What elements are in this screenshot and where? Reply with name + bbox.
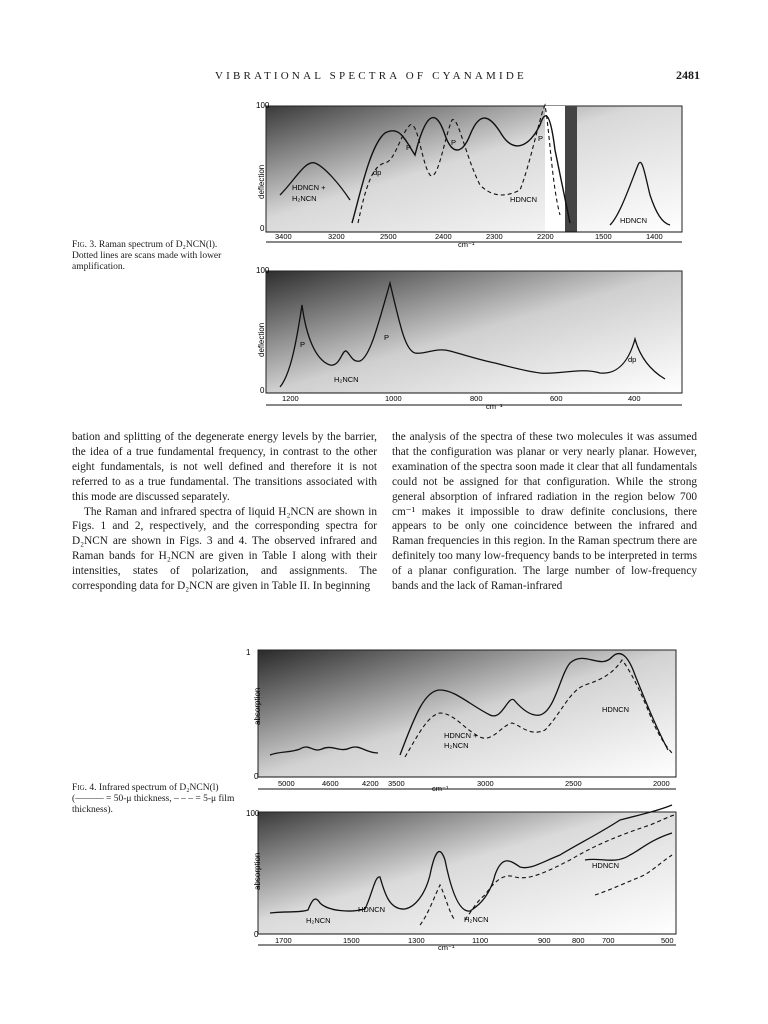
fig4-upper-tick: 2500 bbox=[565, 779, 582, 788]
fig3-caption bbox=[72, 240, 234, 273]
fig4-upper-ytop: 1 bbox=[246, 648, 251, 657]
fig4-lower-unit: cm⁻¹ bbox=[438, 943, 455, 952]
fig4-annotation: H₂NCN bbox=[464, 915, 489, 924]
fig4-upper-panel bbox=[246, 648, 676, 793]
fig4-upper-tick: 4200 bbox=[362, 779, 379, 788]
fig3-annotation: P bbox=[451, 138, 457, 147]
fig4-lower-tick: 1500 bbox=[343, 936, 360, 945]
fig3-lower-tick: 400 bbox=[628, 394, 641, 403]
fig3-annotation: dp bbox=[628, 355, 637, 364]
body-paragraph: bation and splitting of the degenerate energy levels by the barrier, the idea of a true fundamental frequency, in contrast to the other eight fundamentals, is not well defined and therefore it is not referred to as a true fundamental. The transitions associated with this mode are discussed separately. bbox=[72, 431, 377, 503]
fig3-lower-tick: 800 bbox=[470, 394, 483, 403]
fig3-upper-tick: 2400 bbox=[435, 232, 452, 241]
fig3-caption-label: Fig. 3. bbox=[72, 240, 97, 250]
fig4-caption-label: Fig. 4. bbox=[72, 783, 97, 793]
fig3-lower-unit: cm⁻¹ bbox=[486, 402, 503, 411]
fig3-lower-panel bbox=[256, 266, 682, 411]
fig3-annotation: HDNCN + bbox=[292, 183, 326, 192]
fig4-caption bbox=[72, 783, 237, 816]
fig4-upper-tick: 3500 bbox=[388, 779, 405, 788]
fig4-annotation: H₂NCN bbox=[444, 741, 469, 750]
running-title: VIBRATIONAL SPECTRA OF CYANAMIDE bbox=[215, 70, 527, 82]
fig4-lower-tick: 1300 bbox=[408, 936, 425, 945]
fig4-lower-tick: 1100 bbox=[472, 936, 489, 945]
fig3-upper-tick: 2300 bbox=[486, 232, 503, 241]
body-paragraph: The Raman and infrared spectra of liquid H₂NCN are shown in Figs. 1 and 2, respectively, and the corresponding spectra for D₂NCN are shown in Figs. 3 and 4. The observed infrared and Raman bands for H₂NCN are given in Table I along with their intensities, states of polarization, and assignments. The corresponding data for D₂NCN are given in Table II. In beginning bbox=[72, 505, 377, 593]
fig4-annotation: H₂NCN bbox=[306, 916, 331, 925]
fig3-upper-ytop: 100 bbox=[256, 101, 270, 110]
fig4-upper-tick: 2000 bbox=[653, 779, 670, 788]
fig3-caption-text: Raman spectrum of D₂NCN(l). Dotted lines are scans made with lower amplification. bbox=[72, 240, 222, 272]
fig3-annotation: dp bbox=[373, 168, 382, 177]
fig3-annotation: P bbox=[406, 143, 412, 152]
fig4-upper-unit: cm⁻¹ bbox=[432, 784, 449, 793]
fig4-lower-panel bbox=[246, 805, 676, 952]
fig4-lower-ytop: 100 bbox=[246, 809, 260, 818]
fig3-upper-tick: 2500 bbox=[380, 232, 397, 241]
fig4-annotation: HDNCN bbox=[592, 861, 620, 870]
fig4-lower-ybottom: 0 bbox=[254, 930, 259, 939]
fig3-upper-tick: 3400 bbox=[275, 232, 292, 241]
fig4-annotation: HDNCN bbox=[602, 705, 630, 714]
fig3-upper-tick: 3200 bbox=[328, 232, 345, 241]
fig4-caption-text: Infrared spectrum of D₂NCN(l) (——— = 50-μ thickness, – – – = 5-μ film thickness). bbox=[72, 783, 235, 815]
fig3-upper-ybottom: 0 bbox=[260, 224, 265, 233]
fig3-annotation: H₂NCN bbox=[334, 375, 359, 384]
fig4-lower-tick: 500 bbox=[661, 936, 674, 945]
fig3-lower-ylabel: deflection bbox=[257, 322, 266, 357]
fig4-annotation: HDNCN + bbox=[444, 731, 478, 740]
left-column bbox=[72, 430, 377, 594]
fig4-lower-tick: 1700 bbox=[275, 936, 292, 945]
figure-4 bbox=[240, 645, 690, 955]
fig4-lower-tick: 800 bbox=[572, 936, 585, 945]
fig3-upper-panel bbox=[256, 101, 682, 249]
fig4-upper-tick: 3000 bbox=[477, 779, 494, 788]
fig3-upper-tick: 1500 bbox=[595, 232, 612, 241]
fig3-lower-tick: 1200 bbox=[282, 394, 299, 403]
fig3-annotation: HDNCN bbox=[620, 216, 648, 225]
body-paragraph: the analysis of the spectra of these two molecules it was assumed that the configuration was planar or very nearly planar. However, examination of the spectra soon made it clear that all fundamentals could not be assigned for that configuration. While the strong general absorption of infrared radiation in the region below 700 cm⁻¹ makes it impossible to draw definite conclusions, there appears to be only one coincidence between the infrared and Raman frequencies in this region. In the Raman spectrum there are definitely too many low-frequency bands to be interpreted in terms of a planar configuration. The large number of low-frequency bands and the lack of Raman-infrared bbox=[392, 431, 697, 593]
fig4-annotation: HDNCN bbox=[358, 905, 386, 914]
fig4-upper-tick: 4600 bbox=[322, 779, 339, 788]
figure-3 bbox=[240, 95, 690, 415]
fig3-lower-tick: 1000 bbox=[385, 394, 402, 403]
fig3-annotation: H₂NCN bbox=[292, 194, 317, 203]
fig3-lower-ytop: 100 bbox=[256, 266, 270, 275]
fig3-upper-unit: cm⁻¹ bbox=[458, 240, 475, 249]
fig4-upper-ylabel: absorption bbox=[253, 687, 262, 725]
fig3-annotation: P bbox=[384, 333, 390, 342]
fig4-lower-tick: 700 bbox=[602, 936, 615, 945]
fig3-annotation: P bbox=[538, 134, 544, 143]
fig3-annotation: HDNCN bbox=[510, 195, 538, 204]
fig3-upper-tick: 2200 bbox=[537, 232, 554, 241]
fig4-upper-tick: 5000 bbox=[278, 779, 295, 788]
right-column bbox=[392, 430, 697, 594]
fig3-lower-tick: 600 bbox=[550, 394, 563, 403]
fig4-upper-ybottom: 0 bbox=[254, 772, 259, 781]
fig4-lower-tick: 900 bbox=[538, 936, 551, 945]
fig4-lower-ylabel: absorption bbox=[253, 852, 262, 890]
fig3-upper-tick: 1400 bbox=[646, 232, 663, 241]
fig3-annotation: P bbox=[300, 340, 306, 349]
fig3-upper-ylabel: deflection bbox=[257, 164, 266, 199]
page-number: 2481 bbox=[676, 68, 700, 82]
fig3-lower-ybottom: 0 bbox=[260, 386, 265, 395]
